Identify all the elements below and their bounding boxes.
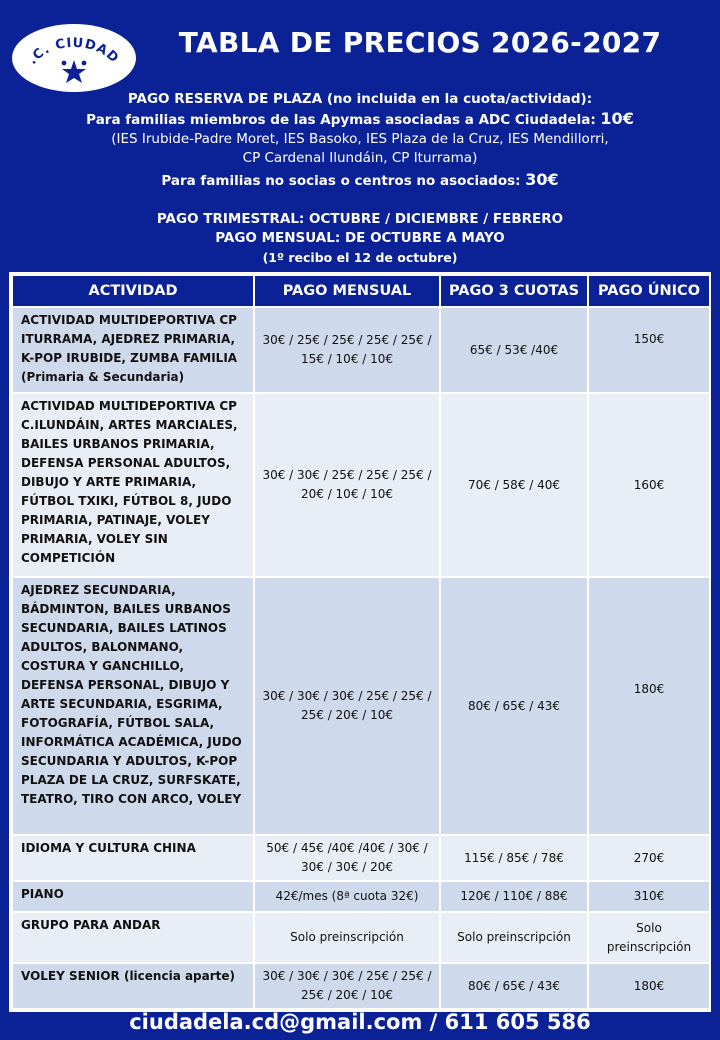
reserva-no-socias-price: 30€ (525, 170, 559, 189)
price-table (11, 274, 711, 1010)
cell-actividad: PIANO (12, 881, 254, 912)
cell-mensual: 50€ / 45€ /40€ /40€ / 30€ / 30€ / 30€ / 20€ (254, 835, 440, 881)
reserva-apymas-price: 10€ (600, 109, 634, 128)
cell-unico: 180€ (588, 577, 710, 835)
cell-unico: 180€ (588, 963, 710, 1009)
reserva-apymas-text: Para familias miembros de las Apymas asociadas a ADC Ciudadela: (86, 112, 601, 128)
cell-mensual: 30€ / 30€ / 30€ / 25€ / 25€ / 25€ / 20€ / 10€ (254, 963, 440, 1009)
table-row (12, 963, 710, 1009)
club-logo (10, 22, 138, 94)
reserva-line-3: (IES Irubide-Padre Moret, IES Basoko, IES Plaza de la Cruz, IES Mendillorri, (111, 131, 609, 147)
table-row (12, 393, 710, 577)
cell-actividad: AJEDREZ SECUNDARIA, BÁDMINTON, BAILES URBANOS SECUNDARIA, BAILES LATINOS ADULTOS, BALONMANO, COSTURA Y GANCHILLO, DEFENSA PERSONAL, DIBUJO Y ARTE SECUNDARIA, ESGRIMA, FOTOGRAFÍA, FÚTBOL SALA, INFORMÁTICA ACADÉMICA, JUDO SECUNDARIA Y ADULTOS, K-POP PLAZA DE LA CRUZ, SURFSKATE, TEATRO, TIRO CON ARCO, VOLEY (12, 577, 254, 835)
cell-actividad: GRUPO PARA ANDAR (12, 912, 254, 963)
page-title: TABLA DE PRECIOS 2026-2027 (178, 26, 662, 59)
cell-cuotas: Solo preinscripción (440, 912, 588, 963)
cell-actividad: ACTIVIDAD MULTIDEPORTIVA CP ITURRAMA, AJEDREZ PRIMARIA, K-POP IRUBIDE, ZUMBA FAMILIA (Primaria & Secundaria) (12, 307, 254, 393)
cell-actividad: IDIOMA Y CULTURA CHINA (12, 835, 254, 881)
header-pago-3-cuotas: PAGO 3 CUOTAS (440, 275, 588, 307)
table-row (12, 835, 710, 881)
pago-mensual: PAGO MENSUAL: DE OCTUBRE A MAYO (215, 230, 505, 246)
cell-mensual: 30€ / 30€ / 25€ / 25€ / 25€ / 20€ / 10€ / 10€ (254, 393, 440, 577)
cell-cuotas: 70€ / 58€ / 40€ (440, 393, 588, 577)
reserva-no-socias-text: Para familias no socias o centros no asociados: (161, 173, 526, 189)
cell-unico: 160€ (588, 393, 710, 577)
cell-unico: 270€ (588, 835, 710, 881)
table-row (12, 307, 710, 393)
cell-unico: 150€ (588, 307, 710, 393)
reserva-line-4: CP Cardenal Ilundáin, CP Iturrama) (242, 150, 478, 166)
cell-mensual: 30€ / 25€ / 25€ / 25€ / 25€ / 15€ / 10€ / 10€ (254, 307, 440, 393)
reserva-info (20, 90, 700, 191)
header-actividad: ACTIVIDAD (12, 275, 254, 307)
table-header-row (12, 275, 710, 307)
table-row (12, 577, 710, 835)
reserva-line-2 (20, 109, 700, 130)
cell-mensual: 30€ / 30€ / 30€ / 25€ / 25€ / 25€ / 20€ / 10€ (254, 577, 440, 835)
contact-footer: ciudadela.cd@gmail.com / 611 605 586 (129, 1010, 591, 1034)
cell-unico: 310€ (588, 881, 710, 912)
cell-cuotas: 115€ / 85€ / 78€ (440, 835, 588, 881)
cell-mensual: 42€/mes (8ª cuota 32€) (254, 881, 440, 912)
cell-actividad: VOLEY SENIOR (licencia aparte) (12, 963, 254, 1009)
cell-cuotas: 80€ / 65€ / 43€ (440, 963, 588, 1009)
cell-cuotas: 80€ / 65€ / 43€ (440, 577, 588, 835)
reserva-line-5 (20, 170, 700, 191)
pago-trimestral: PAGO TRIMESTRAL: OCTUBRE / DICIEMBRE / FEBRERO (156, 211, 564, 227)
header-pago-mensual: PAGO MENSUAL (254, 275, 440, 307)
header-pago-unico: PAGO ÚNICO (588, 275, 710, 307)
price-table-container (9, 272, 711, 1012)
table-row (12, 912, 710, 963)
cell-cuotas: 65€ / 53€ /40€ (440, 307, 588, 393)
table-row (12, 881, 710, 912)
cell-actividad: ACTIVIDAD MULTIDEPORTIVA CP C.ILUNDÁIN, ARTES MARCIALES, BAILES URBANOS PRIMARIA, DEFENSA PERSONAL ADULTOS, DIBUJO Y ARTE PRIMARIA, FÚTBOL TXIKI, FÚTBOL 8, JUDO PRIMARIA, PATINAJE, VOLEY PRIMARIA, VOLEY SIN COMPETICIÓN (12, 393, 254, 577)
logo-text: .C. CIUDAD (24, 35, 122, 68)
cell-cuotas: 120€ / 110€ / 88€ (440, 881, 588, 912)
reserva-line-1: PAGO RESERVA DE PLAZA (no incluida en la cuota/actividad): (127, 91, 593, 107)
cell-unico: Solo preinscripción (588, 912, 710, 963)
club-logo-icon (10, 22, 138, 94)
cell-mensual: Solo preinscripción (254, 912, 440, 963)
pagos-info (20, 210, 700, 267)
pago-recibo: (1º recibo el 12 de octubre) (262, 250, 458, 265)
